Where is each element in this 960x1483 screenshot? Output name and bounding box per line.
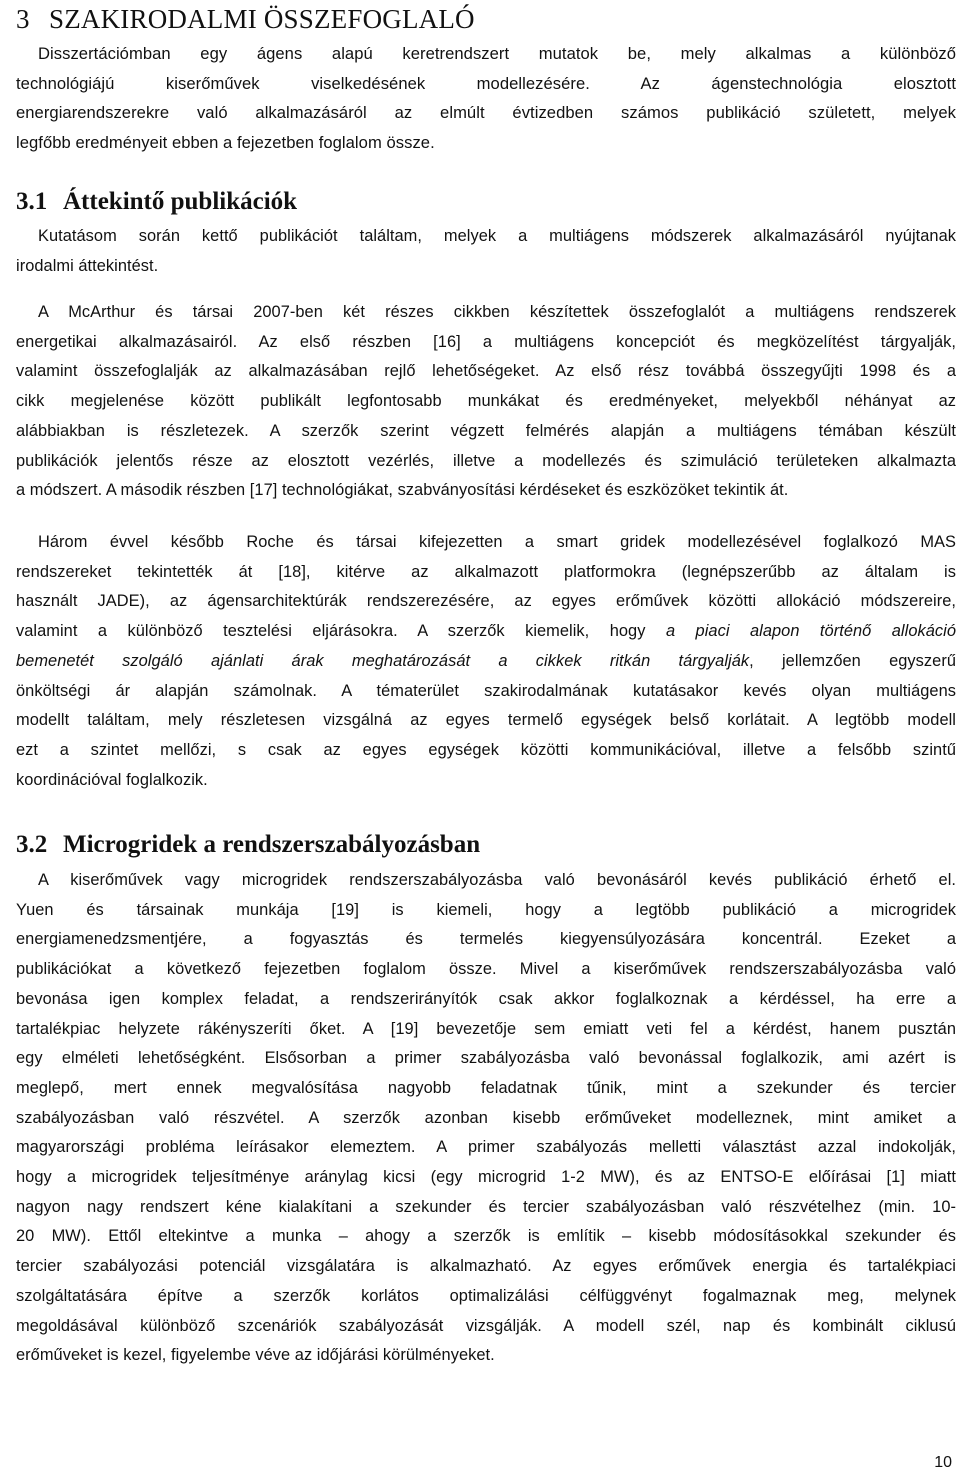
page-number: 10 xyxy=(934,1454,952,1471)
paragraph-text: valamint a különböző tesztelési eljárásokra. A szerzők kiemelik, hogy xyxy=(16,622,646,641)
section-title: Áttekintő publikációk xyxy=(63,188,298,215)
chapter-intro-paragraph xyxy=(16,39,956,158)
section-title: Microgridek a rendszerszabályozásban xyxy=(63,831,481,858)
paragraph-line xyxy=(16,617,956,647)
chapter-heading xyxy=(16,1,475,37)
section-heading-3-1 xyxy=(16,186,297,218)
paragraph-line: alábbiakban is részletezek. A szerzők szerint végzett felmérés alapján a multiágens témában készült xyxy=(16,421,956,440)
section-1-paragraph-2 xyxy=(16,298,956,506)
paragraph-line: szolgáltatására építve a szerzők korlátos optimalizálási célfüggvényt fogalmaznak meg, melynek xyxy=(16,1286,956,1305)
chapter-title: SZAKIRODALMI ÖSSZEFOGLALÓ xyxy=(49,4,475,34)
italic-phrase: a piaci alapon történő allokáció xyxy=(665,622,956,641)
paragraph-line: Disszertációmban egy ágens alapú keretrendszert mutatok be, mely alkalmas a különböző xyxy=(38,44,956,63)
paragraph-text: , jellemzően egyszerű xyxy=(749,651,957,670)
paragraph-line: önköltségi ár alapján számolnak. A tématerület szakirodalmának kutatásakor kevés olyan multiágens xyxy=(16,681,956,700)
paragraph-line: szabályozásban való részvétel. A szerzők azonban kisebb erőműveket modelleznek, mint amiket a xyxy=(16,1108,956,1127)
italic-phrase: bemenetét szolgáló ajánlati árak meghatározását a cikkek ritkán tárgyalják xyxy=(16,651,750,670)
paragraph-line: A McArthur és társai 2007-ben két részes cikkben készítettek összefoglalót a multiágens rendszerek xyxy=(38,303,956,321)
paragraph-line: Három évvel később Roche és társai kifejezetten a smart gridek modellezésével foglalkozó MAS xyxy=(38,533,956,551)
paragraph-line: technológiájú kiserőművek viselkedésének modellezésére. Az ágenstechnológia elosztott xyxy=(16,73,956,93)
section-number: 3.1 xyxy=(16,188,48,215)
section-number: 3.2 xyxy=(16,831,48,858)
paragraph-line: legfőbb eredményeit ebben a fejezetben foglalom össze. xyxy=(16,133,435,153)
section-2-paragraph xyxy=(16,866,956,1371)
paragraph-line: nagyon nagy rendszert kéne kialakítani a szekunder és tercier szabályozásban való részvételhez (min. 10- xyxy=(16,1197,956,1216)
paragraph-line: energiamenedzsmentjére, a fogyasztás és termelés kiegyensúlyozására koncentrál. Ezeket a xyxy=(16,930,956,949)
paragraph-line: egy elméleti lehetőségként. Elsősorban a primer szabályozásba való bevonással foglalkozik, ami azért is xyxy=(16,1049,956,1068)
paragraph-line: Kutatásom során kettő publikációt találtam, melyek a multiágens módszerek alkalmazásáról nyújtanak xyxy=(38,227,956,245)
paragraph-line xyxy=(16,647,956,677)
paragraph-line: megoldásával különböző szcenáriók szabályozását vizsgálják. A modell szél, nap és kombinált ciklusú xyxy=(16,1316,956,1335)
chapter-number: 3 xyxy=(16,4,30,34)
paragraph-line: a módszert. A második részben [17] technológiákat, szabványosítási kérdéseket és eszközöket tekintik át. xyxy=(16,481,789,500)
paragraph-line: bevonása igen komplex feladat, a rendszerirányítók csak akkor foglalkoznak a kérdéssel, ha erre a xyxy=(16,989,956,1008)
paragraph-line: cikk megjelenése között publikált legfontosabb munkákat és eredményeket, melyekből néhányat az xyxy=(16,392,956,411)
paragraph-line: publikációkat a következő fejezetben foglalom össze. Mivel a kiserőművek rendszerszabályozásba való xyxy=(16,960,956,979)
section-1-paragraph-1 xyxy=(16,222,956,281)
paragraph-line: tercier szabályozási potenciál vizsgálatára is alkalmazható. Az egyes erőművek energia és tartalékpiaci xyxy=(16,1257,956,1276)
section-1-paragraph-3 xyxy=(16,528,956,795)
paragraph-line: hogy a microgridek teljesítménye aránylag kicsi (egy microgrid 1-2 MW), és az ENTSO-E előírásai [1] miatt xyxy=(16,1168,956,1187)
paragraph-line: koordinációval foglalkozik. xyxy=(16,770,208,789)
paragraph-line: Yuen és társainak munkája [19] is kiemeli, hogy a legtöbb publikáció a microgridek xyxy=(16,900,956,919)
section-heading-3-2 xyxy=(16,829,480,861)
paragraph-line: magyarországi probléma leírásakor elemeztem. A primer szabályozás melletti választást azzal indokolják, xyxy=(16,1138,956,1157)
paragraph-line: irodalmi áttekintést. xyxy=(16,256,159,275)
paragraph-line: erőműveket is kezel, figyelembe véve az időjárási körülményeket. xyxy=(16,1346,495,1365)
paragraph-line: publikációk jelentős része az elosztott vezérlés, illetve a modellezés és szimuláció területeken alkalmazta xyxy=(16,451,956,470)
paragraph-line: ezt a szintet mellőzi, s csak az egyes egységek közötti kommunikációval, illetve a felsőbb szintű xyxy=(16,740,956,759)
paragraph-line: modellt találtam, mely részletesen vizsgálná az egyes termelő egységek belső korlátait. A legtöbb modell xyxy=(16,711,956,730)
paragraph-line: használt JADE), az ágensarchitektúrák rendszerezésére, az egyes erőművek közötti allokáció módszereire, xyxy=(16,592,956,611)
paragraph-line: valamint összefoglalják az alkalmazásában rejlő lehetőségeket. Az első rész továbbá összegyűjti 1998 és a xyxy=(16,362,956,381)
paragraph-line: energetikai alkalmazásairól. Az első részben [16] a multiágens koncepciót és megközelítést tárgyalják, xyxy=(16,332,956,351)
paragraph-line: A kiserőművek vagy microgridek rendszerszabályozásba való bevonásáról kevés publikáció érhető el. xyxy=(38,871,956,889)
paragraph-line: tartalékpiac helyzete rákényszeríti őket. A [19] bevezetője sem emiatt veti fel a kérdést, hanem pusztán xyxy=(16,1019,956,1038)
paragraph-line: rendszereket tekintették át [18], kitérve az alkalmazott platformokra (legnépszerűbb az általam is xyxy=(16,562,956,581)
paragraph-line: 20 MW). Ettől eltekintve a munka – ahogy a szerzők is említik – kisebb módosításokkal szekunder és xyxy=(16,1227,956,1246)
paragraph-line: meglepő, mert ennek megvalósítása nagyobb feladatnak tűnik, mint a szekunder és tercier xyxy=(16,1078,956,1097)
paragraph-line: energiarendszerekre való alkalmazásáról az elmúlt évtizedben számos publikáció született, melyek xyxy=(16,103,956,123)
